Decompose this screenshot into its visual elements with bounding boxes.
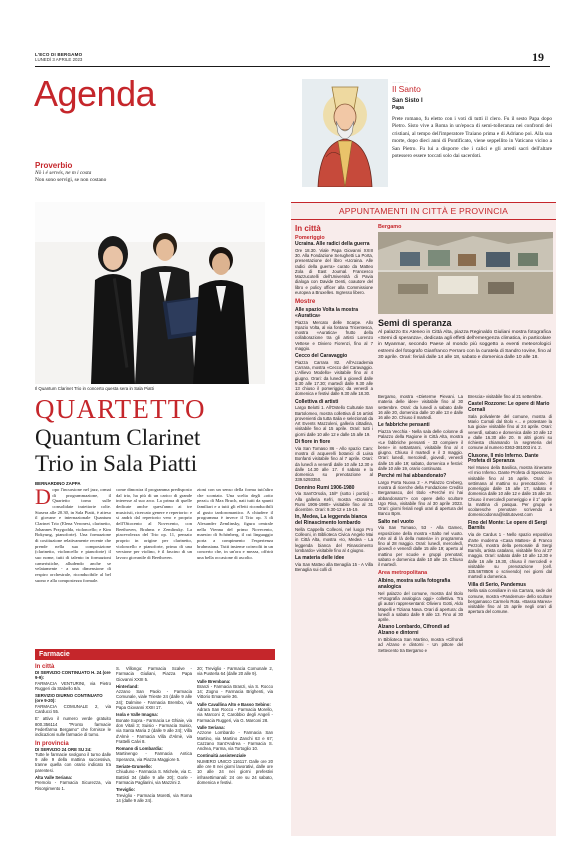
entry-heading: Treviglio: <box>116 787 136 793</box>
page-number: 19 <box>532 50 544 64</box>
event-entry <box>295 515 373 553</box>
headline-kicker: QUARTETTO <box>35 394 206 424</box>
paper-name: L'ECO DI BERGAMO <box>35 52 83 57</box>
saint-kicker-rule: ................... <box>392 80 408 84</box>
saint-image <box>302 79 388 187</box>
issue-date: LUNEDÌ 3 APRILE 2023 <box>35 57 83 62</box>
entry-heading: Villa di Serio, Pandemus <box>468 581 526 588</box>
semi-text: Al palazzo Ex Ateneo in Città Alta, piazza Reginaldo Giuliani mostra fotografica «Semi di speranza», dedicata agli effetti dell'emergenza climatica, in particolare in Myanmar, secondo Paese al mondo più soggetto a eventi meteorologici estremi del fotografo Gianfranco Ferraro con la curatela di Sandro Iovine, fino al 30 aprile. Orari: feriali dalle 14 alle 18, sabato e domenica dalle 10 alle 18. <box>378 330 551 360</box>
event-entry <box>295 486 373 513</box>
entry-text: Sala polivalente del comune, mostra di Mario Cornali dal titolo «... e protestare la tua gioia» visitabile fino al 24 aprile. Orari: venerdì, sabato e domenica dalle 10 alle 12 e dalle 16.30 alle 20. In altri giorni su richiesta chiamando la segreteria del comune al numero 0363-381003 int. 2. <box>468 413 552 451</box>
entry-heading: Albino, mostra sulla fotografia analogica <box>378 578 451 591</box>
headline-title-1: Quantum Clarinet <box>35 425 201 450</box>
entry-text: Via Sant'Orsola, 15/F (sotto i portici) - Alla galleria Kefri, mostra «Donnino Rumi 1906-1980» visitabile fino al 31 dicembre. Orari: 9.30-12 e 15-19. <box>295 491 373 513</box>
masthead-rule <box>35 66 550 67</box>
article-col-3: zioni con un senso della forma tutt'altro che scontato. Una scelta degli «otto pezzi» di Max Bruch, nati tutti da spunti familiari e a tutti gli effetti riconducibili al gusto tardoromantico. A chiudere il programma è invece il Trio op. 3 di Alexander Zemlinsky, figura centrale nella Vienna del primo Novecento, maestro di Schönberg, il cui linguaggio porta a compimento l'esperienza brahmsiana. Tutti insieme coinvolti in un concerto che, in un'ora e mezza, offrirà una bella occasione di ascolto. <box>197 487 273 560</box>
entry-text: Largo Belotti 1. All'Ostello Culturale San Bartolomeo, mostra collettiva di 16 artisti provenienti da tutta Italia e selezionati da Art Events Mazzoleni, galleria cittadina, visitabile fino al 15 aprile. Orari: tutti i giorni dalle 10 alle 12 e dalle 15 alle 19. <box>295 405 373 437</box>
appuntamenti-col-3 <box>468 394 552 618</box>
headline-title-2: Trio in Sala Piatti <box>35 451 198 476</box>
entry-heading: Castel Rozzone: Le opere di Mario Cornali <box>468 401 550 414</box>
event-entry <box>378 474 463 517</box>
pharmacy-entry <box>35 716 111 737</box>
pharmacy-entry <box>197 679 273 700</box>
farmacie-prov-list-2 <box>116 666 192 805</box>
saint-box <box>392 80 555 111</box>
entry-heading: Ucraina. Alle radici della guerra <box>295 241 370 247</box>
pharmacy-entry <box>197 753 273 785</box>
entry-text: Tutte le farmacie svolgono il turno dalle 9 alle 9 della mattina successiva, tranne quella con orario indicato tra parentesi. <box>35 751 111 773</box>
entry-heading: Alle spazio Volta la mostra «Auratica» <box>295 307 358 319</box>
pharmacy-entry <box>197 702 273 723</box>
trio-photo-icon <box>35 202 265 384</box>
article-col-1 <box>35 484 111 583</box>
event-entry <box>295 556 373 572</box>
entry-text: NUMERO UNICO 116117. Dalle ore 20 alle ore 8 nei giorni lavorativi, dalle ore 10 alle 24 nei giorni prefestivi infrasettimanali: 24 ore su 24 sabato, domenica e festivi. <box>197 758 273 785</box>
farmacie-city-title: In città <box>35 664 55 670</box>
entry-heading: SERVIZIO DIURNO CONTINUATO (ore 9-20): <box>35 693 103 704</box>
entry-text: Via San Matteo alla Benaglia 15 - A Villa Benaglia sui colli di <box>295 561 373 573</box>
entry-heading: Di fiore in fiore <box>295 438 331 445</box>
article-col-2: come dimostra il programma predisposto dal trio, ha più di un carico di grande interesse al suo arco. La prima di quelle dedicate anche quest'anno ai tre musicisti, ricercato genere e repertorio: e si andrà dal repertorio vero e proprio dell'Ottocento al Novecento, con Beethoven, Brahms e Zemlinsky. La piacevolezza del Trio op. 11, pensato proprio in origine per clarinetto, violoncello e pianoforte, prima di una versione per violino, è il fascino di un lavoro giovanile di Beethoven. <box>116 487 192 560</box>
appuntamenti-col-1 <box>295 242 373 575</box>
entry-text: Nel Museo della Basilica, mostra itinerante «Il mio Inferno. Dante Profeta di Speranza» visitabile fino al 16 aprile. Orari: in settimana al mattino su prenotazione. Il pomeriggio dalle 15 alle 17, sabato e domenica dalle 10 alle 12 e dalle 15 alle 18. Chiuso il mercoledì pomeriggio e il 1° aprile la mattina di pasqua. Per gruppi e scolaresche prenotare scrivendo a domenicodonna@istitutovest.com <box>468 465 552 518</box>
masthead <box>35 52 555 62</box>
event-entry <box>468 521 552 580</box>
entry-text: Branzi - Farmacia Branzi, via S. Rocco 14; Zogno - Farmacia Brighenti, via Vittorio Emanuele 36. <box>197 683 273 700</box>
entry-heading: La materia delle idee <box>295 555 345 562</box>
entry-text: Azzone Lombardo - Farmacia San Martino, via Martino Zanchi 63 e 67; Cazzano Sant'Andrea - Farmacia S. Andrea, Farma, via Tortoglio 10. <box>197 730 273 752</box>
proverbio-translation: Non sono servigi, se non costano <box>35 177 107 183</box>
event-entry <box>378 394 463 420</box>
entry-text: Ore 18.30. Viale Papa Giovanni XXIII 30. Alla Fondazione Serughetti La Porta, presentazione del libro «Ucraina. Alle radici della guerra» curato da Matteo Zola di East Journal. Francesco Mazzucotelli dell'Università di Pavia dialoga con Davide Denti, coautore del libro e policy officer alla Commissione europea a Bruxelles. Ingresso libero. <box>295 247 373 295</box>
event-entry <box>378 579 463 622</box>
entry-text: Premolo - Farmacia Sicurezza, via Risorgimento 1. <box>35 780 111 791</box>
event-entry <box>295 242 373 295</box>
event-entry <box>295 298 373 305</box>
event-entry <box>468 583 552 615</box>
entry-text: 20; Treviglio - Farmacia Comunale 2, via Pusterla 64 (dalle 20 alle 9). <box>197 666 273 677</box>
event-entry <box>468 454 552 518</box>
saint-label: Il Santo <box>392 84 421 94</box>
entry-heading: Collettiva di artisti <box>295 398 339 405</box>
entry-text: FARMACIA VENTURINI, via Pietro Ruggeri da Stabello 8/a. <box>35 680 111 691</box>
pharmacy-entry <box>35 775 111 791</box>
entry-text: Azzano San Paolo - Farmacia Comunale, viale Trieste 24 (dalle 9 alle 24); Dalmine - Farmacia Brembo, via Papa Giovanni XXIII 17. <box>116 689 192 711</box>
entry-text: Piazza Carrara 82. All'Accademia Carrara, mostra «Cecco del Caravaggio. L'Allievo Modello» visitabile fino al 4 giugno. Orari: da lunedì a giovedì dalle 9.30 alle 17.30; martedì dalle 9.30 alle 13 chiuso il pomeriggio; da venerdì a domenica e festivi dalle 9.30 alle 18.30. <box>295 359 373 397</box>
semi-photo <box>378 232 553 314</box>
entry-heading: Fino del Monte: Le opere di Sergi Barnils <box>468 519 547 532</box>
entry-heading: Perché mi hai abbandonato? <box>378 473 447 480</box>
entry-heading: Isola e Valle Imagna: <box>116 712 159 718</box>
area-heading: Area metropolitana <box>378 570 428 577</box>
dropcap: D <box>35 484 51 509</box>
entry-text: Bergamo, mostra «Dieterme Pievani. La materia delle idee» visitabile fino al 30 settembre. Orari: da lunedì a sabato dalle 16 alle 20, domenica dalle 10 alle 13 e dalle 16 alle 20. Chiuso il martedì. <box>378 394 463 420</box>
photo-caption: Il Quantum Clarinet Trio in concerto questa sera in Sala Piatti <box>35 386 154 391</box>
pharmacy-entry <box>116 746 192 762</box>
entry-heading: Alzano Lombardo, Cifrondi ad Alzano e dintorni <box>378 624 450 637</box>
entry-heading: Donnino Rumi 1906-1980 <box>295 484 355 491</box>
farmacie-title: Farmacie <box>35 649 275 660</box>
pharmacy-entry <box>35 670 111 691</box>
entry-heading: Valle Cavallina Alto e Basso Sebino: <box>197 701 271 707</box>
proverbio-label: Proverbio <box>35 161 73 170</box>
entry-heading: Seriate-Grumello: <box>116 764 153 770</box>
entry-text: Nel palazzo del comune, mostra dal titolo «Fotografia analogica oggi» collettiva. Tra gli autori rappresentanti: Oliviero Gotti, Aldo Mapelli e Tiziana Nava. Orari di apertura: da lunedì a sabato dalle 9 alle 13. Fino al 30 aprile. <box>378 590 463 623</box>
saint-name: San Sisto I <box>392 98 423 104</box>
pharmacy-entry <box>197 725 273 751</box>
event-entry <box>468 402 552 450</box>
farmacie-prov-list-3 <box>197 666 273 787</box>
pharmacy-entry <box>116 712 192 744</box>
event-entry <box>295 308 373 351</box>
event-entry <box>378 570 463 576</box>
pharmacy-entry <box>35 693 111 714</box>
appuntamenti-title: APPUNTAMENTI IN CITTÀ E PROVINCIA <box>338 206 509 216</box>
saint-illustration-icon <box>302 79 388 187</box>
event-entry <box>295 354 373 397</box>
pharmacy-entry <box>116 684 192 710</box>
pomeriggio-title: Pomeriggio <box>295 235 325 241</box>
farmacie-city-list <box>35 670 111 738</box>
incitta-title: In città <box>295 224 321 233</box>
appuntamenti-title-rule-bottom <box>291 219 556 220</box>
entry-heading: DI SERVIZIO CONTINUATO H. 24 (ore 9-9): <box>35 670 111 681</box>
event-entry <box>295 400 373 437</box>
entry-heading: In, Medea, La leggenda bianca del Rinascimento lombardo <box>295 514 367 527</box>
entry-heading: Cecco del Caravaggio <box>295 353 348 360</box>
event-entry <box>378 625 463 652</box>
article-text-1: opo l'incursione nel jazz, ormai di programmazione, il Quartetto torna sulle consolidate traiettorie colte. Stasera alle 20.30, in Sala Piatti, è atteso il giovane e internazionale Quantum Clarinet Trio (Elena Veronesi, clarinetto, Johannes Przygodda, violoncello; e Kim Bokyung, pianoforte). Una formazione di costituzione relativamente recente che prende nella sua composizione (clarinetto, violoncello e pianoforte) il suo nome, tutti di talento in formazioni cameristiche, alludendo anche se velatamente - a una dimensione di respiro orchestrale, riconducibile al bel suono e alla compostezza formale. <box>35 487 111 583</box>
entry-heading: Alta Valle Seriana: <box>35 775 73 781</box>
entry-text: Adrara San Rocco - Farmacia Morello, via Marconi 2; Carobbio degli Angeli - Farmacia Ruggeri, via G. Marconi 28. <box>197 707 273 723</box>
appuntamenti-title-rule <box>291 202 556 203</box>
entry-heading: Valle Seriana: <box>197 724 225 730</box>
entry-text: In Biblioteca San Martino, mostra «Cifrondi ad Alzano e dintorni - Un pittore del Settecento tra Bergamo e <box>378 637 463 653</box>
pharmacy-entry <box>116 764 192 785</box>
saint-text: Prete romano, fu eletto con i voti di tutti il clero. Fu il sesto Papa dopo Pietro. Sisto vive a Roma in un'epoca di semi-tolleranza nei confronti dei cristiani, al tempo dell'imperatore Traiano prima e di Adriano poi. Alla sua morte, dopo dieci anni di Pontificato, viene seppellito in Vaticano vicino a San Pietro. Fu lui a disporre che i calici e gli arredi sacri dell'altare potessero essere toccati solo dai sacerdoti. <box>392 116 552 160</box>
event-entry <box>378 520 463 568</box>
entry-text: Piazza Vecchia - Nella sala delle colonne di Palazzo della Ragione in Città Alta, mostra «Le fabbriche pensanti - 33 compiere il bene» in settantanni, visitabile fino al 4 giugno. Chiuso il martedì e il 3 maggio. Orari: lunedì, mercoledì, giovedì, venerdì dalle 15 alle 19; sabato, domenica e festivi: dalle 10 alle 19, orario continuato. <box>378 429 463 471</box>
entry-text: Via San Tomaso 86 - Allo spazio Cam: mostra di acquerelli botanici di Luisa Bonfanti visitabile fino al 7 aprile. Orari: da lunedì a venerdì dalle 10 alle 12.30 e dalle 14.30 alle 17. Il sabato e la domenica su prenotazione al 339.5293350. <box>295 445 373 483</box>
entry-text: Treviglio - Farmacia Moretti, via Roma 14 (dalle 9 alle 24). <box>116 792 192 803</box>
semi-title: Semi di speranza <box>378 318 452 328</box>
entry-text: Martinengo - Farmacia Antica Speranza, via Piazza Maggiore 5. <box>116 751 192 762</box>
entry-text: Via de Cardus 1 - Nello spazio espositivo d'arte moderna «Casa Mattes» di Franco Pezzoli, mostra della personale di Sergi Barnils, artista catalano, visitabile fino al 27 maggio. Orari: sabato dalle 10 alle 12.30 e dalle 16 alle 19.30, chiuso il mercoledì e visitabile su prenotazione (cell. 335.5678506 o scrivendo) nei giorni dal martedì a domenica. <box>468 532 552 580</box>
entry-text: Chiuduno - Farmacia S. Michele, via C. Battisti 34 (dalle 9 alle 20); Gorle - Farmacia Pagliarini, via Mazzini 2. <box>116 769 192 785</box>
entry-heading: Hinterland: <box>116 683 139 689</box>
bergamo-title: Bergamo <box>378 224 402 230</box>
event-entry <box>378 423 463 471</box>
entry-text: S. Villongo: Farmacia Scalve - Farmacia Giuliani, Piazza Papa Giovanni XXIII 5. <box>116 666 192 682</box>
pharmacy-entry <box>35 747 111 773</box>
entry-text: Brescia» visitabile fino al 21 settembre. <box>468 394 543 399</box>
pharmacy-entry <box>197 666 273 677</box>
entry-heading: DI SERVIZIO 24 ORE SU 24: <box>35 746 92 752</box>
entry-text: Largo Porta Nuova 2 - A Palazzo Creberg, mostra di ricerche della Fondazione Credito Bergamasco, del titolo «Perché mi hai abbandonato?» con opere dello scultore Ugo Riva, visitabile fino al 30 aprile 2023. Orari: giorni feriali negli orari di apertura del Banco Bpm. <box>378 479 463 517</box>
entry-heading: Romano di Lombardia: <box>116 746 163 752</box>
appuntamenti-col-2 <box>378 394 463 656</box>
entry-text: Piazza Mercato delle Scarpe. Allo Spazio Volta, al via fontana Tricentesca, mostra «Auratica» frutto della collaborazione tra gli artisti Lorenzo Vettese e Diviero Fiorenzi, fino al 7 maggio. <box>295 319 373 351</box>
section-title: Agenda <box>34 73 156 114</box>
farmacie-prov-list-1 <box>35 747 111 791</box>
pharmacy-entry <box>116 787 192 803</box>
entry-text: Via San Tomaso, 53 - Alla Gamec, esposizione della mostra «Salto nel vuoto. Arte al di là della materia» in programma fino al 28 maggio. Orari: lunedì, mercoledì, giovedì e venerdì dalle 15 alle 19; aperto al mattino per scuole e gruppi prenotati; sabato e domenica dalle 10 alle 19. Chiuso il martedì. <box>378 525 463 568</box>
entry-text: Bonate Sopra - Farmacia Le Ghiaie, via don Vitali 3; Suisio - Farmacia Suisio, via Santa Maria 2 (dalle 9 alle 24); Villa d'Almè - Farmacia Villa d'Almè, via Frattelli Calvi 8. <box>116 717 192 744</box>
event-entry <box>468 394 552 399</box>
concert-photo <box>35 202 265 384</box>
entry-text: E' attivo il numero verde gratuito 800.356114 "Pronto farmacie Federfarma Bergamo" che fornisce le indicazioni sulle farmacie di turno. <box>35 716 111 738</box>
proverbio <box>35 161 275 184</box>
event-entry <box>295 440 373 483</box>
entry-text: Nella Cappella Colleoni, nel luogo Pro Colleoni, in Biblioteca Civica Angelo Mai in Città Alta, mostra «Io, Medea - La leggenda bianca del Rinascimento lombardo» visitabile fino al 4 giugno. <box>295 526 373 553</box>
saint-role: Papa <box>392 105 404 111</box>
entry-heading: Le fabbriche pensanti <box>378 422 430 429</box>
entry-heading: Salto nel vuoto <box>378 518 414 525</box>
section-heading: Mostre <box>295 298 316 306</box>
entry-heading: Continuità assistenziale <box>197 753 246 759</box>
pharmacy-entry <box>116 666 192 682</box>
byline: BERNARDINO ZAPPA <box>35 481 81 486</box>
entry-heading: Clusone, Il mio Inferno. Dante Profeta di Speranza <box>468 452 539 465</box>
entry-text: Nella sala consiliare in via Carrara, sede del comune, mostra «Pandemus» dello scultore bergamasco Carmelo Rota. «Bassa Marea» visitabile fino al 15 aprile negli orari di apertura del comune. <box>468 588 552 615</box>
entry-text: FARMACIA COMUNALE 2, via Carducci 55. <box>35 703 111 715</box>
farmacie-prov-title: In provincia <box>35 740 69 747</box>
exhibition-photo-icon <box>378 232 553 314</box>
entry-heading: Valle Brembana: <box>197 678 231 684</box>
proverbio-dialect: Nö i é servés, ne m i costa <box>35 170 92 176</box>
